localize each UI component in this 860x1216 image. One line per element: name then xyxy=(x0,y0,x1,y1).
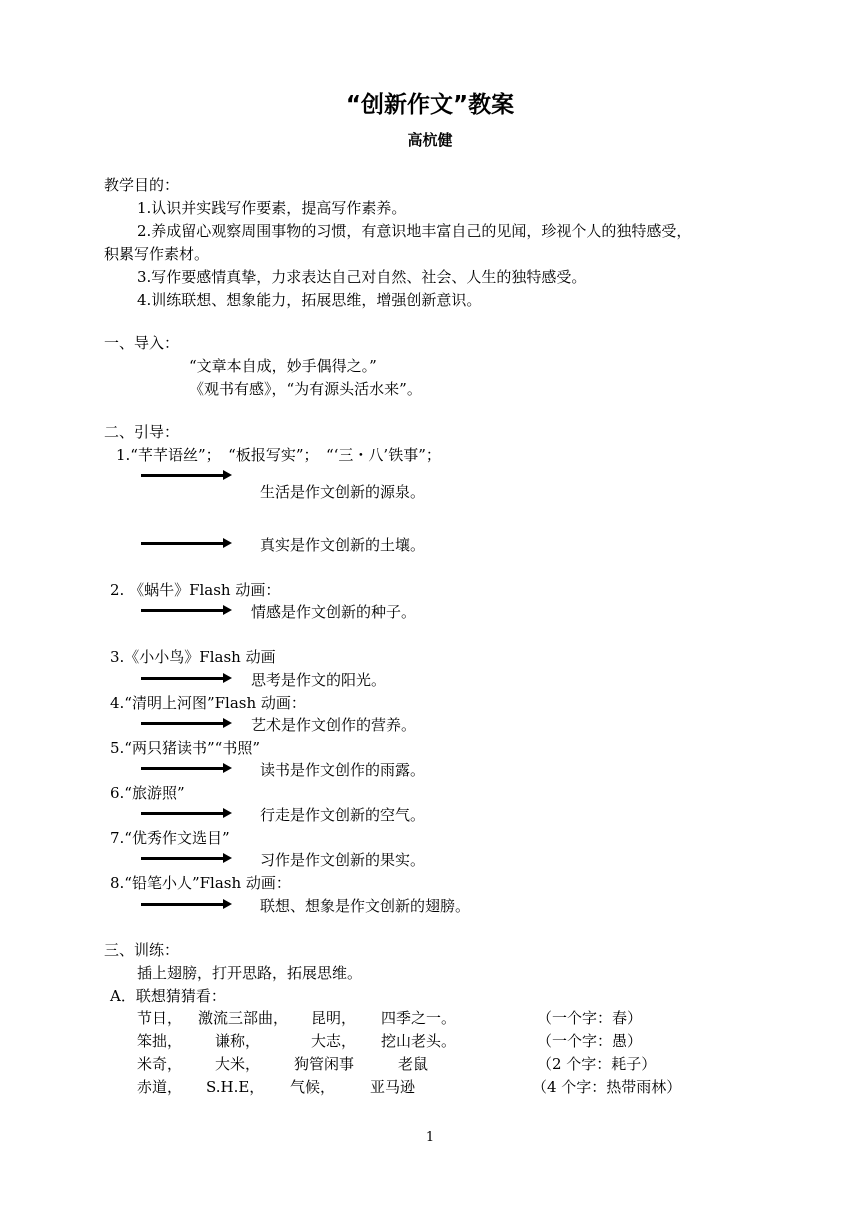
guide-result-1a: 生活是作文创新的源泉。 xyxy=(260,483,426,501)
riddle-clue: 节日， xyxy=(137,1009,183,1027)
objectives-heading: 教学目的： xyxy=(104,176,180,194)
arrow-icon xyxy=(141,722,225,725)
guide-result-8: 联想、想象是作文创新的翅膀。 xyxy=(260,897,471,915)
objective-item-2: 2.养成留心观察周围事物的习惯，有意识地丰富自己的见闻，珍视个人的独特感受， xyxy=(137,222,692,240)
arrow-icon xyxy=(141,677,225,680)
guide-item-7: 7.“优秀作文选目” xyxy=(110,829,230,847)
arrow-icon xyxy=(141,542,225,545)
riddle-answer: （2 个字：耗子） xyxy=(537,1055,657,1073)
riddle-clue: 谦称， xyxy=(215,1032,261,1050)
riddle-clue: 米奇， xyxy=(137,1055,183,1073)
riddle-answer: （一个字：春） xyxy=(537,1009,643,1027)
training-intro: 插上翅膀，打开思路，拓展思维。 xyxy=(137,964,363,982)
objective-item-2-cont: 积累写作素材。 xyxy=(104,245,210,263)
objective-item-1: 1.认识并实践写作要素，提高写作素养。 xyxy=(137,199,407,217)
riddle-answer: （一个字：愚） xyxy=(537,1032,643,1050)
riddle-clue: 大米， xyxy=(215,1055,261,1073)
riddle-clue: 亚马逊 xyxy=(370,1078,416,1096)
guide-result-1b: 真实是作文创新的土壤。 xyxy=(260,536,426,554)
guide-item-3: 3.《小小鸟》Flash 动画 xyxy=(110,648,276,666)
guide-item-2: 2. 《蜗牛》Flash 动画： xyxy=(110,581,281,599)
riddle-clue: S.H.E， xyxy=(206,1078,265,1096)
guide-item-1: 1.“芊芊语丝”； “板报写实”； “‘三・八’铁事”； xyxy=(116,446,441,464)
riddle-clue: 挖山老头。 xyxy=(381,1032,457,1050)
guide-item-6: 6.“旅游照” xyxy=(110,784,185,802)
intro-heading: 一、导入： xyxy=(104,334,180,352)
training-heading: 三、训练： xyxy=(104,941,180,959)
arrow-icon xyxy=(141,474,225,477)
arrow-icon xyxy=(141,609,225,612)
riddle-clue: 昆明， xyxy=(311,1009,357,1027)
riddle-clue: 笨拙， xyxy=(137,1032,183,1050)
page-title: “创新作文”教案 xyxy=(345,92,515,118)
guide-result-7: 习作是作文创新的果实。 xyxy=(260,851,426,869)
riddle-clue: 赤道， xyxy=(137,1078,183,1096)
guide-result-6: 行走是作文创新的空气。 xyxy=(260,806,426,824)
riddle-clue: 大志， xyxy=(311,1032,357,1050)
riddle-clue: 四季之一。 xyxy=(381,1009,457,1027)
arrow-icon xyxy=(141,857,225,860)
arrow-icon xyxy=(141,903,225,906)
riddle-clue: 激流三部曲， xyxy=(198,1009,289,1027)
guide-item-8: 8.“铅笔小人”Flash 动画： xyxy=(110,874,291,892)
riddle-answer: （4 个字：热带雨林） xyxy=(532,1078,682,1096)
intro-quote-2: 《观书有感》，“为有源头活水来”。 xyxy=(189,380,422,398)
page-number: 1 xyxy=(425,1130,435,1145)
training-sub-heading: A．联想猜猜看： xyxy=(110,987,226,1005)
objective-item-3: 3.写作要感情真挚，力求表达自己对自然、社会、人生的独特感受。 xyxy=(137,268,587,286)
guide-result-4: 艺术是作文创作的营养。 xyxy=(251,716,417,734)
riddle-clue: 狗管闲事 xyxy=(294,1055,355,1073)
guide-result-2: 情感是作文创新的种子。 xyxy=(251,603,417,621)
arrow-icon xyxy=(141,812,225,815)
intro-quote-1: “文章本自成，妙手偶得之。” xyxy=(189,357,377,375)
arrow-icon xyxy=(141,767,225,770)
guide-item-5: 5.“两只猪读书”“书照” xyxy=(110,739,260,757)
guide-item-4: 4.“清明上河图”Flash 动画： xyxy=(110,694,306,712)
author-name: 高杭健 xyxy=(407,131,453,149)
guide-heading: 二、引导： xyxy=(104,423,180,441)
riddle-clue: 气候， xyxy=(290,1078,336,1096)
riddle-clue: 老鼠 xyxy=(398,1055,429,1073)
objective-item-4: 4.训练联想、想象能力，拓展思维，增强创新意识。 xyxy=(137,291,482,309)
guide-result-3: 思考是作文的阳光。 xyxy=(251,671,387,689)
guide-result-5: 读书是作文创作的雨露。 xyxy=(260,761,426,779)
